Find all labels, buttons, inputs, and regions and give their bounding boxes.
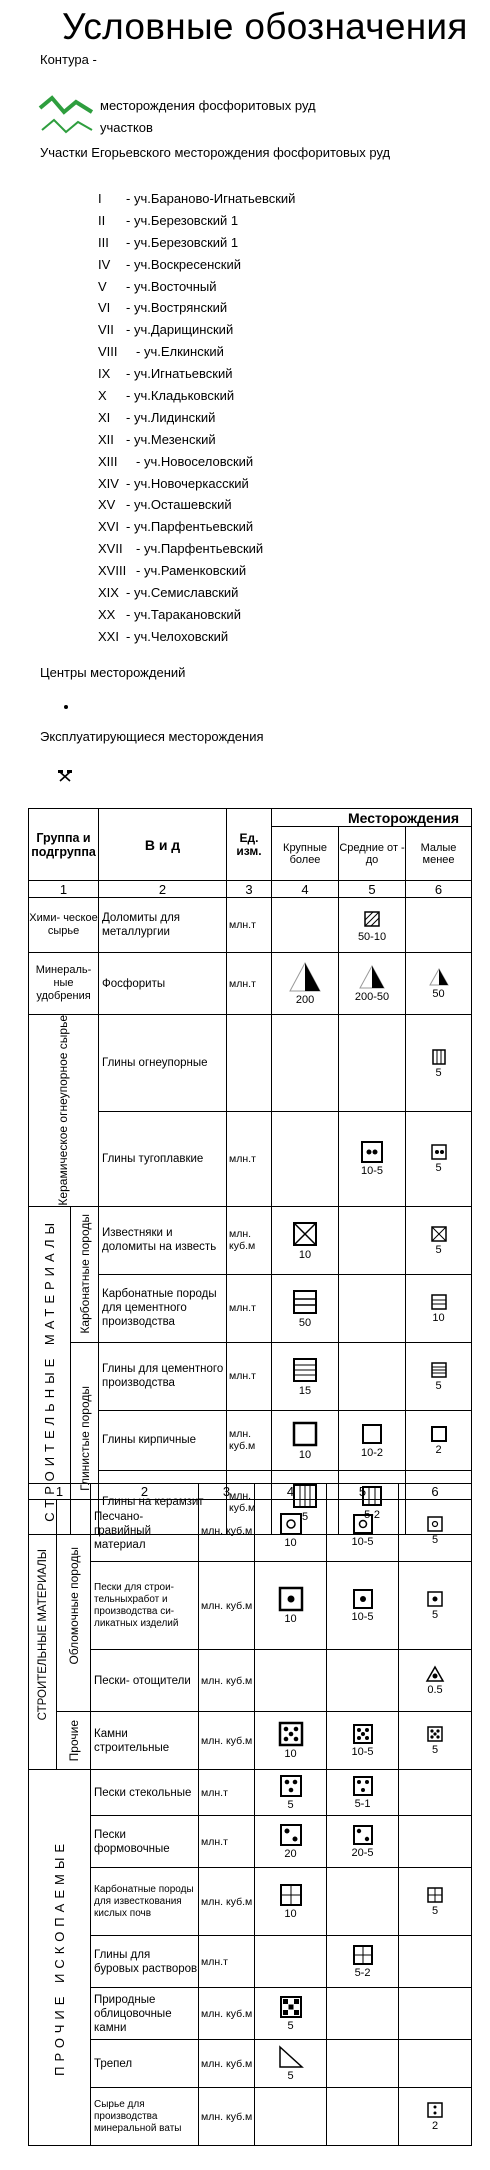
colnum-1: 1 [29,1484,91,1500]
row-name: Трепел [91,2040,199,2088]
area-name: - уч.Новочеркасский [126,475,249,491]
area-number: XV [98,497,116,513]
large-cell [272,898,339,953]
hatched-square-icon [361,908,383,930]
area-item [98,451,295,473]
area-name: - уч.Раменковский [136,563,247,579]
area-number: VII [98,322,114,338]
legend-table-2 [28,1483,472,2146]
empty-square-icon [430,1425,448,1443]
striped-square-icon [431,1048,447,1066]
row-unit: млн. куб.м [227,1206,272,1274]
header-kind: В и д [99,809,227,881]
area-name: - уч.Игнатьевский [126,366,233,382]
circle-square-icon [279,1512,303,1536]
table-row: Карбонатные породы для цементного производства млн.т 50 10 [29,1274,472,1342]
colnum-3: 3 [199,1484,255,1500]
hline-square-icon [430,1293,448,1311]
area-number: II [98,212,106,228]
area-item [98,297,295,319]
area-name: - уч.Осташевский [126,497,232,513]
table-row: Глины тугоплавкие млн.т 10-5 5 [29,1112,472,1206]
colnum-4: 4 [255,1484,327,1500]
group-ceramic: Керамическое огнеупорное сырье [56,1015,70,1206]
table-row: СТРОИТЕЛЬНЫЕ МАТЕРИАЛЫ Обломочные породы Песчано- гравийный материал млн. куб.м 10 10-5 5 [29,1500,472,1562]
row-name: Глины огнеупорные [99,1015,227,1112]
row-name: Карбонатные породы для цементного производства [99,1274,227,1342]
row-unit: млн. куб.м [199,2088,255,2146]
area-item [98,188,295,210]
row-unit: млн.т [227,898,272,953]
table-row [29,898,472,953]
row-unit: млн. куб.м [199,1650,255,1712]
area-name: - уч.Березовский 1 [126,212,239,228]
area-number: XIX [98,585,119,601]
row-name: Сырье для производства минеральной ваты [91,2088,199,2146]
area-item [98,538,295,560]
areas-list [98,188,295,648]
row-name: Природные облицовочные камни [91,1988,199,2040]
area-item [98,582,295,604]
area-name: - уч.Бараново-Игнатьевский [126,191,296,206]
colnum-3: 3 [227,881,272,898]
tripoli-triangle-icon [278,2045,304,2069]
table-row: Глинистые породы Глины для цементного производства млн.т 15 5 [29,1342,472,1410]
exploited-label: Эксплуатирующиеся месторождения [40,729,264,744]
vertical-dots-square-icon [426,2101,444,2119]
row-name: Фосфориты [99,953,227,1015]
page-title: Условные обозначения [62,6,468,47]
row-name: Карбонатные породы для известкования кислых почв [91,1868,199,1936]
vline-square-icon [279,1883,303,1907]
header-deposits: Месторождения [272,809,472,827]
cross-square-icon [430,1225,448,1243]
table-row: Пески формовочные млн.т 20 20-5 [29,1816,472,1868]
small-cell [406,898,472,953]
vline-square-icon [426,1886,444,1904]
row-unit: млн. куб.м [199,1712,255,1770]
area-name: - уч.Воскресенский [126,256,241,272]
area-item [98,407,295,429]
table-row: Природные облицовочные камни млн. куб.м 5 [29,1988,472,2040]
row-unit: млн.т [227,1274,272,1342]
colnum-2: 2 [99,881,227,898]
row-name: Глины кирпичные [99,1410,227,1470]
row-name: Пески для строи- тельныхработ и производства си- ликатных изделий [91,1562,199,1650]
area-number: XXI [98,628,119,644]
colnum-6: 6 [399,1484,472,1500]
three-dot-square-icon [352,1775,374,1797]
phosphorite-triangle-icon [288,961,322,993]
colnum-5: 5 [339,881,406,898]
area-number: III [98,234,109,250]
area-item [98,604,295,626]
cross-square-icon [291,1220,319,1248]
area-name: - уч.Новоселовский [136,453,254,469]
row-name: Глины для цементного производства [99,1342,227,1410]
area-number: XVIII [98,563,127,579]
area-name: - уч.Дарищинский [126,322,234,338]
table-row: Глины на керамзит млн. куб.м 5 5-2 [29,1470,472,1534]
hline-square-icon [291,1288,319,1316]
five-dot-square-icon [352,1723,374,1745]
row-unit: млн. куб.м [227,1410,272,1470]
medium-cell: 50-10 [339,898,406,953]
area-name: - уч.Парфентьевский [126,519,254,535]
row-name: Пески- отощители [91,1650,199,1712]
dot-triangle-icon [425,1665,445,1683]
header-small: Малые менее [406,827,472,881]
hammers-icon [58,770,72,782]
table-row: Прочие Камни строительные млн. куб.м 10 10-5 5 [29,1712,472,1770]
row-name: Глины тугоплавкие [99,1112,227,1206]
area-name: - уч.Вострянский [126,300,228,316]
group-chem: Хими- ческое сырье [29,898,99,953]
phosphorite-triangle-icon [358,964,386,990]
area-item [98,341,295,363]
area-item [98,626,295,648]
area-number: XIV [98,475,119,491]
area-item [98,494,295,516]
empty-square-icon [360,1422,384,1446]
area-name: - уч.Таракановский [126,606,241,622]
row-unit: млн.т [199,1770,255,1816]
area-item [98,516,295,538]
area-number: XII [98,431,114,447]
group-fert: Минераль- ные удобрения [29,953,99,1015]
checker-square-icon [279,1995,303,2019]
multi-hline-square-icon [430,1361,448,1379]
group-carbonate: Карбонатные породы [77,1214,92,1334]
row-unit: млн.т [199,1816,255,1868]
colnum-4: 4 [272,881,339,898]
area-number: IX [98,366,111,382]
colnum-5: 5 [327,1484,399,1500]
table-row: Сырье для производства минеральной ваты млн. куб.м 2 [29,2088,472,2146]
two-dot-square-icon [352,1824,374,1846]
table-row: СТРОИТЕЛЬНЫЕ МАТЕРИАЛЫ Карбонатные породы Известняки и доломиты на известь млн. куб.м 10 5 [29,1206,472,1274]
two-dot-square-icon [279,1823,303,1847]
two-dot-square-icon [360,1140,384,1164]
areas-title: Участки Егорьевского месторождения фосфоритовых руд [40,145,391,160]
group-clastic: Обломочные породы [66,1546,81,1665]
table-row: Глины для буровых растворов млн.т 5-2 [29,1936,472,1988]
group-building: СТРОИТЕЛЬНЫЕ МАТЕРИАЛЫ [42,1218,57,1522]
area-number: IV [98,256,111,272]
area-name: - уч.Березовский 1 [126,234,239,250]
area-number: XI [98,409,111,425]
group-building: СТРОИТЕЛЬНЫЕ МАТЕРИАЛЫ [36,1548,49,1721]
area-item [98,560,295,582]
row-unit: млн. куб.м [199,2040,255,2088]
header-large: Крупные более [272,827,339,881]
cross-square-icon [352,1944,374,1966]
area-item [98,276,295,298]
header-medium: Средние от - до [339,827,406,881]
area-item [98,232,295,254]
colnum-6: 6 [406,881,472,898]
group-clay: Глинистые породы [77,1385,92,1491]
five-dot-square-icon [278,1721,304,1747]
header-group: Группа и подгруппа [29,809,99,881]
area-name: - уч.Елкинский [136,344,224,360]
area-name: - уч.Мезенский [126,431,216,447]
dot-square-icon [426,1590,444,1608]
table-row: Пески- отощители млн. куб.м 0.5 [29,1650,472,1712]
table-row: Керамическое огнеупорное сырье Глины огнеупорные 5 [29,1015,472,1112]
colnum-1: 1 [29,881,99,898]
area-name: - уч.Кладьковский [126,388,235,404]
table-row: Пески для строи- тельныхработ и производства си- ликатных изделий млн. куб.м 10 10-5 5 [29,1562,472,1650]
row-unit: млн. куб.м [199,1868,255,1936]
contours-label: Контура - [40,52,97,67]
row-unit: млн. куб.м [227,1470,272,1534]
area-item [98,319,295,341]
area-item [98,385,295,407]
area-number: I [98,191,102,206]
row-unit: млн. куб.м [199,1500,255,1562]
group-other: ПРОЧИЕ ИСКОПАЕМЫЕ [52,1839,67,2076]
circle-square-icon [426,1515,444,1533]
area-item [98,363,295,385]
row-unit: млн.т [227,1342,272,1410]
row-name: Глины на керамзит [99,1470,227,1534]
area-item [98,254,295,276]
area-number: X [98,388,107,404]
colnum-2: 2 [91,1484,199,1500]
dot-square-icon [352,1588,374,1610]
dot-square-icon [278,1586,304,1612]
area-number: XVII [98,541,123,557]
area-name: - уч.Челоховский [126,628,229,644]
row-name: Доломиты для металлургии [99,898,227,953]
row-unit: млн.т [227,1112,272,1206]
area-name: - уч.Восточный [126,278,217,294]
row-name: Глины для буровых растворов [91,1936,199,1988]
contour-deposits-label: месторождения фосфоритовых руд [100,98,316,113]
area-number: V [98,278,107,294]
area-number: XVI [98,519,119,535]
row-name: Песчано- гравийный материал [91,1500,199,1562]
area-name: - уч.Лидинский [126,409,216,425]
five-dot-square-icon [426,1725,444,1743]
multi-hline-square-icon [291,1356,319,1384]
row-unit: млн.т [227,953,272,1015]
row-name: Пески формовочные [91,1816,199,1868]
legend-table-1 [28,808,472,1535]
area-item [98,210,295,232]
area-number: VI [98,300,111,316]
centers-label: Центры месторождений [40,665,186,680]
table-row: ПРОЧИЕ ИСКОПАЕМЫЕ Пески стекольные млн.т 5 5-1 [29,1770,472,1816]
two-dot-square-icon [430,1143,448,1161]
area-name: - уч.Парфентьевский [136,541,264,557]
table-row: Минераль- ные удобрения Фосфориты млн.т 200 200-50 50 [29,953,472,1015]
row-name: Известняки и доломиты на известь [99,1206,227,1274]
area-number: VIII [98,344,118,360]
row-unit: млн.т [199,1936,255,1988]
three-dot-square-icon [279,1774,303,1798]
contour-areas-label: участков [100,120,153,135]
table-row: Глины кирпичные млн. куб.м 10 10-2 2 [29,1410,472,1470]
row-unit: млн. куб.м [199,1988,255,2040]
row-name: Камни строительные [91,1712,199,1770]
area-item [98,429,295,451]
table-row: Трепел млн. куб.м 5 [29,2040,472,2088]
phosphorite-triangle-icon [428,967,450,987]
area-number: XX [98,606,116,622]
circle-square-icon [352,1513,374,1535]
row-unit [227,1015,272,1112]
header-unit: Ед. изм. [227,809,272,881]
empty-square-icon [291,1420,319,1448]
group-other-sub: Прочие [66,1719,81,1762]
table-row: Карбонатные породы для известкования кислых почв млн. куб.м 10 5 [29,1868,472,1936]
row-unit: млн. куб.м [199,1562,255,1650]
area-name: - уч.Семиславский [126,585,239,601]
area-number: XIII [98,453,118,469]
center-dot-icon [64,705,68,709]
area-item [98,473,295,495]
contour-lines-icon [38,92,98,134]
row-name: Пески стекольные [91,1770,199,1816]
